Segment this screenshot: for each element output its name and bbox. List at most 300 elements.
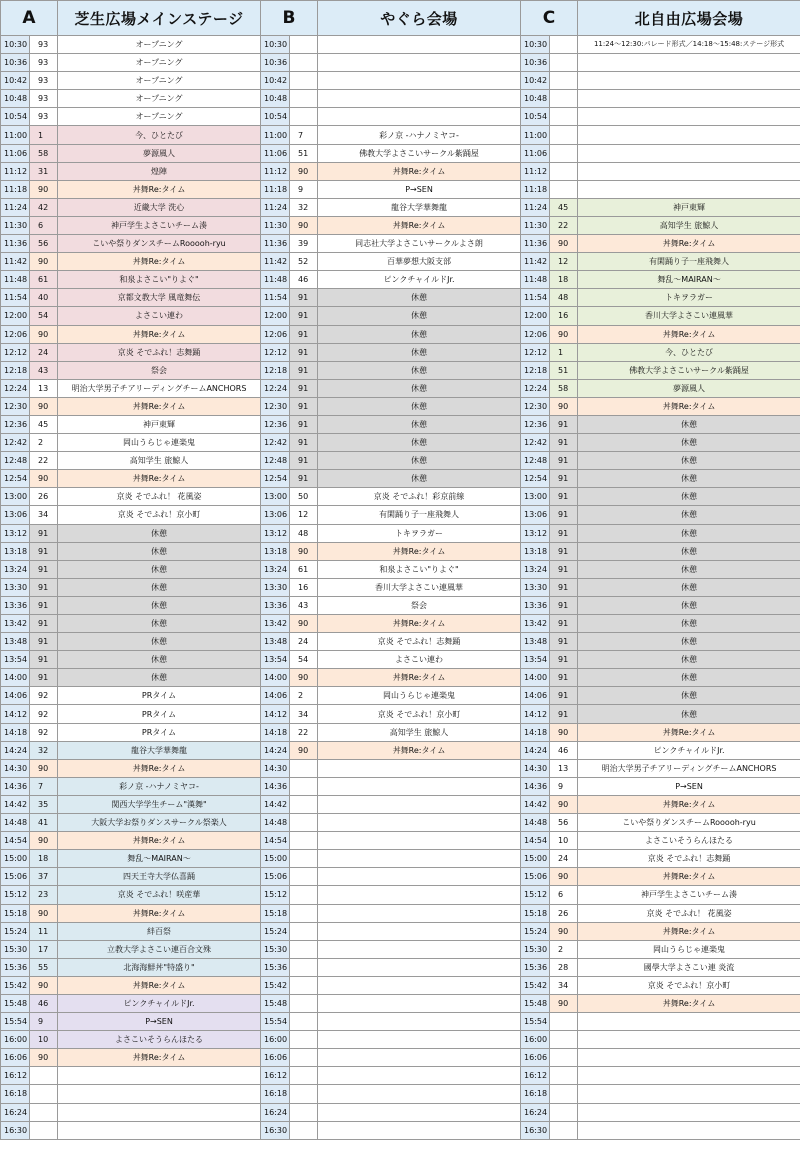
team-number-cell: 22 bbox=[30, 452, 58, 470]
team-number-cell: 1 bbox=[30, 126, 58, 144]
team-name-cell: 休憩 bbox=[578, 452, 800, 470]
team-number-cell bbox=[550, 1049, 578, 1067]
schedule-row bbox=[1, 108, 800, 126]
team-number-cell bbox=[290, 922, 318, 940]
schedule-row bbox=[1, 216, 800, 234]
schedule-row bbox=[1, 488, 800, 506]
team-number-cell bbox=[290, 940, 318, 958]
team-name-cell: 國學大学よさこい連 炎流 bbox=[578, 958, 800, 976]
team-number-cell bbox=[290, 868, 318, 886]
time-cell: 14:48 bbox=[521, 814, 550, 832]
team-number-cell: 91 bbox=[550, 560, 578, 578]
schedule-row bbox=[1, 687, 800, 705]
schedule-row bbox=[1, 850, 800, 868]
team-name-cell bbox=[578, 1103, 800, 1121]
schedule-row bbox=[1, 434, 800, 452]
schedule-row bbox=[1, 271, 800, 289]
team-number-cell: 91 bbox=[30, 578, 58, 596]
team-name-cell: 丼舞Re:タイム bbox=[58, 180, 261, 198]
time-cell: 16:24 bbox=[1, 1103, 30, 1121]
time-cell: 11:30 bbox=[521, 216, 550, 234]
time-cell: 15:18 bbox=[1, 904, 30, 922]
team-number-cell: 61 bbox=[290, 560, 318, 578]
team-name-cell: 舞乱～MAIRAN～ bbox=[58, 850, 261, 868]
team-name-cell: 休憩 bbox=[318, 434, 521, 452]
time-cell: 15:06 bbox=[1, 868, 30, 886]
team-name-cell: こいや祭りダンスチームRooooh-ryu bbox=[58, 235, 261, 253]
team-name-cell: 京炎 そでふれ！京小町 bbox=[578, 976, 800, 994]
time-cell: 10:42 bbox=[261, 72, 290, 90]
time-cell: 15:42 bbox=[1, 976, 30, 994]
team-name-cell: 休憩 bbox=[318, 361, 521, 379]
team-name-cell: 休憩 bbox=[318, 415, 521, 433]
time-cell: 16:12 bbox=[1, 1067, 30, 1085]
team-number-cell bbox=[550, 54, 578, 72]
team-number-cell: 90 bbox=[290, 542, 318, 560]
time-cell: 12:30 bbox=[261, 397, 290, 415]
schedule-row bbox=[1, 777, 800, 795]
time-cell: 10:48 bbox=[521, 90, 550, 108]
team-number-cell bbox=[290, 886, 318, 904]
team-number-cell bbox=[550, 1103, 578, 1121]
time-cell: 11:30 bbox=[1, 216, 30, 234]
team-name-cell: 丼舞Re:タイム bbox=[318, 741, 521, 759]
team-number-cell bbox=[290, 904, 318, 922]
team-number-cell: 9 bbox=[30, 1013, 58, 1031]
time-cell: 11:12 bbox=[1, 162, 30, 180]
time-cell: 15:30 bbox=[261, 940, 290, 958]
team-number-cell: 92 bbox=[30, 687, 58, 705]
time-cell: 14:42 bbox=[1, 795, 30, 813]
team-number-cell: 91 bbox=[30, 596, 58, 614]
team-name-cell: 京炎 そでふれ！京小町 bbox=[58, 506, 261, 524]
team-number-cell: 91 bbox=[290, 397, 318, 415]
time-cell: 13:30 bbox=[521, 578, 550, 596]
team-number-cell: 46 bbox=[30, 994, 58, 1012]
time-cell: 12:24 bbox=[261, 379, 290, 397]
team-number-cell: 56 bbox=[550, 814, 578, 832]
team-name-cell: 丼舞Re:タイム bbox=[58, 253, 261, 271]
time-cell: 13:12 bbox=[521, 524, 550, 542]
time-cell: 14:30 bbox=[521, 759, 550, 777]
time-cell: 16:06 bbox=[261, 1049, 290, 1067]
team-name-cell bbox=[318, 1103, 521, 1121]
team-name-cell: PRタイム bbox=[58, 687, 261, 705]
team-number-cell: 90 bbox=[290, 216, 318, 234]
team-name-cell: 彩ノ京 -ハナノミヤコ- bbox=[58, 777, 261, 795]
team-number-cell: 91 bbox=[290, 343, 318, 361]
team-name-cell bbox=[318, 1031, 521, 1049]
time-cell: 14:00 bbox=[1, 669, 30, 687]
time-cell: 14:24 bbox=[521, 741, 550, 759]
team-number-cell: 91 bbox=[550, 434, 578, 452]
time-cell: 10:42 bbox=[521, 72, 550, 90]
time-cell: 15:24 bbox=[261, 922, 290, 940]
team-name-cell: P→SEN bbox=[578, 777, 800, 795]
team-name-cell: 明治大学男子チアリーディングチームANCHORS bbox=[578, 759, 800, 777]
time-cell: 12:54 bbox=[261, 470, 290, 488]
team-number-cell bbox=[290, 1067, 318, 1085]
team-number-cell: 1 bbox=[550, 343, 578, 361]
team-name-cell: 高知学生 旅鯨人 bbox=[318, 723, 521, 741]
time-cell: 14:48 bbox=[1, 814, 30, 832]
time-cell: 16:00 bbox=[1, 1031, 30, 1049]
time-cell: 14:42 bbox=[261, 795, 290, 813]
team-number-cell: 91 bbox=[290, 434, 318, 452]
time-cell: 15:24 bbox=[521, 922, 550, 940]
schedule-row bbox=[1, 452, 800, 470]
team-number-cell: 46 bbox=[290, 271, 318, 289]
team-number-cell: 90 bbox=[550, 325, 578, 343]
team-name-cell bbox=[318, 1121, 521, 1139]
team-name-cell: 丼舞Re:タイム bbox=[318, 669, 521, 687]
team-number-cell bbox=[550, 108, 578, 126]
team-name-cell bbox=[318, 1049, 521, 1067]
team-name-cell: 休憩 bbox=[318, 452, 521, 470]
team-name-cell: オープニング bbox=[58, 90, 261, 108]
team-name-cell bbox=[318, 1085, 521, 1103]
time-cell: 10:54 bbox=[521, 108, 550, 126]
team-name-cell: 丼舞Re:タイム bbox=[58, 759, 261, 777]
time-cell: 11:42 bbox=[1, 253, 30, 271]
time-cell: 11:54 bbox=[261, 289, 290, 307]
time-cell: 11:24 bbox=[261, 198, 290, 216]
team-number-cell: 6 bbox=[550, 886, 578, 904]
time-cell: 11:12 bbox=[521, 162, 550, 180]
team-number-cell: 90 bbox=[290, 669, 318, 687]
team-name-cell: 京炎 そでふれ！京小町 bbox=[318, 705, 521, 723]
schedule-row bbox=[1, 72, 800, 90]
schedule-row bbox=[1, 90, 800, 108]
schedule-row bbox=[1, 958, 800, 976]
team-number-cell: 91 bbox=[550, 415, 578, 433]
time-cell: 13:54 bbox=[1, 651, 30, 669]
time-cell: 12:36 bbox=[1, 415, 30, 433]
team-name-cell: 休憩 bbox=[578, 615, 800, 633]
time-cell: 11:42 bbox=[261, 253, 290, 271]
team-name-cell: 近畿大学 洗心 bbox=[58, 198, 261, 216]
team-number-cell: 45 bbox=[30, 415, 58, 433]
time-cell: 12:36 bbox=[521, 415, 550, 433]
time-cell: 11:24 bbox=[521, 198, 550, 216]
team-number-cell bbox=[550, 1031, 578, 1049]
team-number-cell: 58 bbox=[550, 379, 578, 397]
team-name-cell bbox=[578, 54, 800, 72]
team-name-cell: 丼舞Re:タイム bbox=[58, 325, 261, 343]
team-number-cell bbox=[30, 1121, 58, 1139]
team-number-cell: 91 bbox=[30, 633, 58, 651]
team-name-cell: 彩ノ京 -ハナノミヤコ- bbox=[318, 126, 521, 144]
team-name-cell bbox=[578, 1013, 800, 1031]
team-number-cell: 93 bbox=[30, 72, 58, 90]
time-cell: 13:54 bbox=[521, 651, 550, 669]
time-cell: 13:06 bbox=[1, 506, 30, 524]
team-name-cell: 丼舞Re:タイム bbox=[578, 868, 800, 886]
time-cell: 15:12 bbox=[261, 886, 290, 904]
team-number-cell: 7 bbox=[290, 126, 318, 144]
team-name-cell: 丼舞Re:タイム bbox=[578, 922, 800, 940]
schedule-row bbox=[1, 1103, 800, 1121]
team-number-cell bbox=[550, 1013, 578, 1031]
team-name-cell bbox=[578, 162, 800, 180]
team-number-cell bbox=[30, 1085, 58, 1103]
time-cell: 15:24 bbox=[1, 922, 30, 940]
time-cell: 15:00 bbox=[1, 850, 30, 868]
team-name-cell bbox=[318, 832, 521, 850]
team-name-cell bbox=[318, 759, 521, 777]
team-name-cell: 休憩 bbox=[318, 343, 521, 361]
team-number-cell: 91 bbox=[550, 633, 578, 651]
team-name-cell: 休憩 bbox=[318, 307, 521, 325]
time-cell: 14:54 bbox=[261, 832, 290, 850]
time-cell: 13:54 bbox=[261, 651, 290, 669]
time-cell: 10:54 bbox=[261, 108, 290, 126]
team-name-cell: 明治大学男子チアリーディングチームANCHORS bbox=[58, 379, 261, 397]
team-number-cell: 91 bbox=[550, 615, 578, 633]
time-cell: 11:06 bbox=[521, 144, 550, 162]
schedule-row bbox=[1, 524, 800, 542]
time-cell: 16:00 bbox=[261, 1031, 290, 1049]
time-cell: 12:12 bbox=[521, 343, 550, 361]
team-name-cell: よさこい連わ bbox=[58, 307, 261, 325]
team-number-cell bbox=[290, 958, 318, 976]
team-name-cell: 今、ひとたび bbox=[578, 343, 800, 361]
team-number-cell: 18 bbox=[550, 271, 578, 289]
team-number-cell: 90 bbox=[30, 470, 58, 488]
time-cell: 10:30 bbox=[261, 36, 290, 54]
time-cell: 13:24 bbox=[521, 560, 550, 578]
team-number-cell bbox=[290, 994, 318, 1012]
team-name-cell bbox=[318, 976, 521, 994]
team-number-cell: 56 bbox=[30, 235, 58, 253]
team-name-cell: 有閑踊り子一座飛舞人 bbox=[578, 253, 800, 271]
team-number-cell: 90 bbox=[290, 162, 318, 180]
schedule-row bbox=[1, 1013, 800, 1031]
team-name-cell bbox=[318, 1067, 521, 1085]
team-number-cell: 54 bbox=[30, 307, 58, 325]
team-name-cell bbox=[318, 940, 521, 958]
time-cell: 13:12 bbox=[1, 524, 30, 542]
team-name-cell: 京炎 そでふれ！ 花風姿 bbox=[578, 904, 800, 922]
team-name-cell: PRタイム bbox=[58, 723, 261, 741]
team-name-cell: 丼舞Re:タイム bbox=[318, 162, 521, 180]
schedule-row bbox=[1, 795, 800, 813]
team-number-cell: 2 bbox=[290, 687, 318, 705]
schedule-row bbox=[1, 470, 800, 488]
team-name-cell: 休憩 bbox=[578, 560, 800, 578]
team-name-cell bbox=[318, 108, 521, 126]
team-number-cell: 93 bbox=[30, 36, 58, 54]
team-number-cell: 17 bbox=[30, 940, 58, 958]
team-name-cell: 夢源風人 bbox=[578, 379, 800, 397]
time-cell: 14:18 bbox=[521, 723, 550, 741]
team-name-cell: 京炎 そでふれ！志舞踊 bbox=[318, 633, 521, 651]
team-number-cell bbox=[550, 180, 578, 198]
team-name-cell: ピンクチャイルドJr. bbox=[58, 994, 261, 1012]
team-number-cell bbox=[550, 36, 578, 54]
schedule-row bbox=[1, 705, 800, 723]
team-name-cell: 休憩 bbox=[318, 470, 521, 488]
team-name-cell: 北海海鮮丼"特盛り" bbox=[58, 958, 261, 976]
team-name-cell: P→SEN bbox=[318, 180, 521, 198]
schedule-row bbox=[1, 126, 800, 144]
team-number-cell: 91 bbox=[290, 307, 318, 325]
stage-b-letter: B bbox=[261, 1, 318, 36]
time-cell: 15:54 bbox=[1, 1013, 30, 1031]
time-cell: 10:54 bbox=[1, 108, 30, 126]
time-cell: 15:12 bbox=[521, 886, 550, 904]
team-name-cell: 龍谷大学華舞龍 bbox=[318, 198, 521, 216]
time-cell: 10:30 bbox=[1, 36, 30, 54]
time-cell: 15:48 bbox=[1, 994, 30, 1012]
time-cell: 15:00 bbox=[261, 850, 290, 868]
team-name-cell: 休憩 bbox=[578, 578, 800, 596]
time-cell: 11:00 bbox=[1, 126, 30, 144]
schedule-row bbox=[1, 615, 800, 633]
team-name-cell: よさこい連わ bbox=[318, 651, 521, 669]
team-name-cell: 舞乱～MAIRAN～ bbox=[578, 271, 800, 289]
schedule-row bbox=[1, 379, 800, 397]
time-cell: 11:06 bbox=[1, 144, 30, 162]
team-number-cell bbox=[290, 795, 318, 813]
time-cell: 11:54 bbox=[1, 289, 30, 307]
team-number-cell: 34 bbox=[290, 705, 318, 723]
team-name-cell: 祭会 bbox=[58, 361, 261, 379]
team-number-cell: 12 bbox=[550, 253, 578, 271]
team-number-cell: 90 bbox=[290, 741, 318, 759]
schedule-row bbox=[1, 994, 800, 1012]
team-number-cell: 51 bbox=[550, 361, 578, 379]
time-cell: 15:06 bbox=[261, 868, 290, 886]
team-number-cell: 90 bbox=[550, 994, 578, 1012]
team-number-cell: 91 bbox=[550, 651, 578, 669]
team-name-cell bbox=[318, 994, 521, 1012]
team-number-cell: 90 bbox=[290, 615, 318, 633]
team-name-cell bbox=[318, 795, 521, 813]
team-name-cell: 丼舞Re:タイム bbox=[578, 723, 800, 741]
team-number-cell: 91 bbox=[550, 524, 578, 542]
team-name-cell bbox=[58, 1103, 261, 1121]
team-name-cell: トキヲラガー bbox=[578, 289, 800, 307]
time-cell: 13:00 bbox=[521, 488, 550, 506]
team-number-cell: 93 bbox=[30, 108, 58, 126]
team-name-cell bbox=[318, 36, 521, 54]
team-number-cell: 91 bbox=[290, 415, 318, 433]
team-name-cell: 休憩 bbox=[318, 397, 521, 415]
team-number-cell: 91 bbox=[290, 289, 318, 307]
team-name-cell bbox=[318, 777, 521, 795]
team-name-cell: 岡山うらじゃ連楽鬼 bbox=[318, 687, 521, 705]
team-number-cell bbox=[290, 1121, 318, 1139]
schedule-row bbox=[1, 669, 800, 687]
time-cell: 16:12 bbox=[261, 1067, 290, 1085]
time-cell: 13:06 bbox=[521, 506, 550, 524]
team-name-cell: 煌陣 bbox=[58, 162, 261, 180]
team-number-cell bbox=[290, 90, 318, 108]
time-cell: 11:30 bbox=[261, 216, 290, 234]
time-cell: 12:00 bbox=[521, 307, 550, 325]
team-number-cell: 2 bbox=[30, 434, 58, 452]
team-name-cell: トキヲラガー bbox=[318, 524, 521, 542]
team-name-cell: 休憩 bbox=[58, 651, 261, 669]
time-cell: 13:30 bbox=[1, 578, 30, 596]
time-cell: 11:36 bbox=[521, 235, 550, 253]
team-name-cell bbox=[318, 72, 521, 90]
team-name-cell: オープニング bbox=[58, 72, 261, 90]
schedule-row bbox=[1, 1067, 800, 1085]
team-number-cell bbox=[290, 1031, 318, 1049]
team-name-cell: 休憩 bbox=[318, 325, 521, 343]
schedule-row bbox=[1, 651, 800, 669]
time-cell: 13:42 bbox=[261, 615, 290, 633]
schedule-row bbox=[1, 814, 800, 832]
team-name-cell: 丼舞Re:タイム bbox=[578, 994, 800, 1012]
time-cell: 12:48 bbox=[261, 452, 290, 470]
stage-c-title: 北自由広場会場 bbox=[578, 1, 800, 36]
time-cell: 13:36 bbox=[261, 596, 290, 614]
time-cell: 16:12 bbox=[521, 1067, 550, 1085]
team-name-cell: 神戸東輝 bbox=[58, 415, 261, 433]
team-name-cell bbox=[318, 90, 521, 108]
schedule-row bbox=[1, 904, 800, 922]
time-cell: 10:48 bbox=[261, 90, 290, 108]
time-cell: 12:48 bbox=[521, 452, 550, 470]
team-number-cell: 90 bbox=[550, 795, 578, 813]
team-name-cell: 夢源風人 bbox=[58, 144, 261, 162]
time-cell: 11:36 bbox=[261, 235, 290, 253]
team-number-cell: 91 bbox=[30, 524, 58, 542]
team-name-cell: 休憩 bbox=[578, 596, 800, 614]
time-cell: 14:00 bbox=[261, 669, 290, 687]
team-number-cell: 90 bbox=[30, 253, 58, 271]
time-cell: 12:36 bbox=[261, 415, 290, 433]
team-name-cell: 休憩 bbox=[578, 669, 800, 687]
team-name-cell: 休憩 bbox=[578, 524, 800, 542]
team-name-cell: 丼舞Re:タイム bbox=[578, 325, 800, 343]
team-name-cell bbox=[318, 958, 521, 976]
time-cell: 13:00 bbox=[1, 488, 30, 506]
team-number-cell: 26 bbox=[30, 488, 58, 506]
time-cell: 15:00 bbox=[521, 850, 550, 868]
team-number-cell bbox=[550, 72, 578, 90]
team-name-cell: ピンクチャイルドJr. bbox=[318, 271, 521, 289]
time-cell: 13:06 bbox=[261, 506, 290, 524]
time-cell: 16:18 bbox=[261, 1085, 290, 1103]
team-number-cell: 22 bbox=[290, 723, 318, 741]
schedule-row bbox=[1, 1121, 800, 1139]
team-number-cell: 92 bbox=[30, 705, 58, 723]
team-name-cell: 有閑踊り子一座飛舞人 bbox=[318, 506, 521, 524]
team-number-cell bbox=[550, 144, 578, 162]
team-name-cell: 丼舞Re:タイム bbox=[578, 235, 800, 253]
team-number-cell bbox=[290, 850, 318, 868]
team-number-cell bbox=[550, 162, 578, 180]
stage-b-title: やぐら会場 bbox=[318, 1, 521, 36]
schedule-row bbox=[1, 180, 800, 198]
team-number-cell: 42 bbox=[30, 198, 58, 216]
team-number-cell: 91 bbox=[550, 578, 578, 596]
team-number-cell: 6 bbox=[30, 216, 58, 234]
team-name-cell: 丼舞Re:タイム bbox=[58, 976, 261, 994]
time-cell: 12:24 bbox=[1, 379, 30, 397]
team-number-cell: 34 bbox=[30, 506, 58, 524]
team-name-cell: 香川大学よさこい連風華 bbox=[578, 307, 800, 325]
team-name-cell: 今、ひとたび bbox=[58, 126, 261, 144]
team-name-cell: 高知学生 旅鯨人 bbox=[578, 216, 800, 234]
team-number-cell bbox=[290, 976, 318, 994]
team-name-cell bbox=[318, 54, 521, 72]
team-number-cell: 90 bbox=[30, 397, 58, 415]
